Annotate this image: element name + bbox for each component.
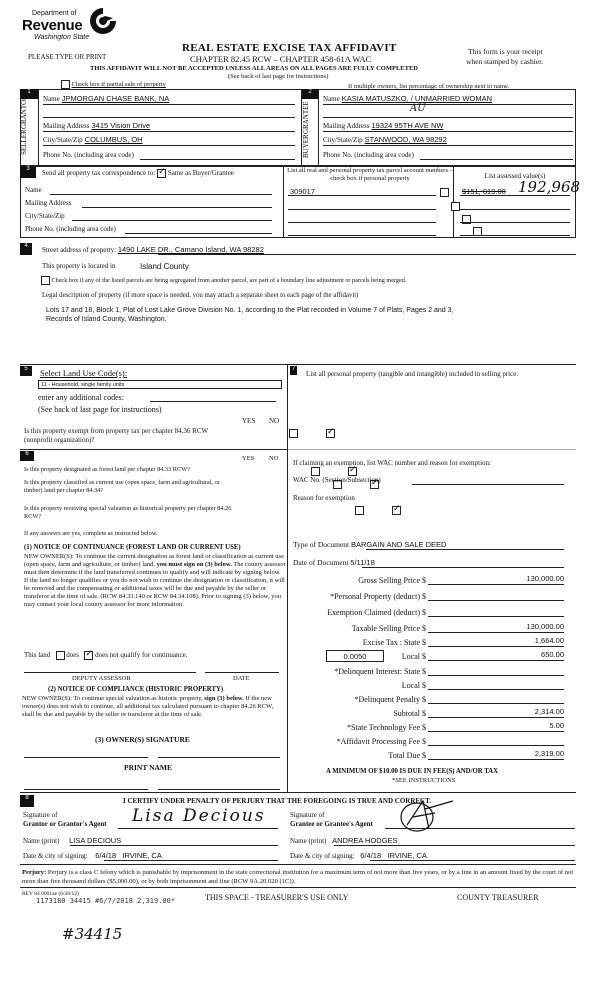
- buyer-name-line: [323, 104, 573, 105]
- section-8-number: 8: [20, 795, 34, 807]
- form-chapter: CHAPTER 82.45 RCW – CHAPTER 458-61A WAC: [190, 54, 372, 64]
- perjury-bold: Perjury:: [22, 869, 47, 876]
- fee-value[interactable]: 1,664.00: [428, 636, 564, 647]
- forest-land-yes-checkbox[interactable]: [311, 467, 320, 476]
- corr-city-line[interactable]: [72, 220, 272, 221]
- section-2-divider: [318, 89, 319, 166]
- doc-type-value[interactable]: BARGAIN AND SALE DEED: [351, 540, 447, 549]
- buyer-label: BUYER: [302, 134, 310, 158]
- seller-phone-label: Phone No. (including area code): [43, 151, 134, 159]
- multiple-owners-note: If multiple owners, list percentage of ownership next to name.: [348, 83, 510, 90]
- buyer-phone-label: Phone No. (including area code): [323, 151, 414, 159]
- legal-description-label: Legal description of property (if more space is needed, you may attach a separate sheet to each page of the affidavit): [42, 292, 359, 299]
- fee-label: *Delinquent Interest: State: [334, 667, 420, 676]
- fee-value[interactable]: [428, 590, 564, 601]
- fee-value[interactable]: 5.00: [428, 721, 564, 732]
- grantor-date-label: Date & city of signing:: [23, 852, 88, 860]
- print-name-line-2[interactable]: [158, 789, 280, 790]
- fee-label: Taxable Selling Price: [351, 624, 420, 633]
- grantee-label: GRANTEE: [302, 101, 310, 135]
- fee-row: [290, 606, 570, 620]
- exemption-reason-label: Reason for exemption: [293, 494, 355, 502]
- notice-compliance-bold: sign (3) below.: [204, 695, 244, 702]
- corr-name-label: Name: [25, 186, 42, 194]
- receipt-note-1: This form is your receipt: [468, 47, 543, 56]
- minimum-note: A MINIMUM OF $10.00 IS DUE IN FEE(S) AND/OR TAX: [326, 768, 499, 775]
- grantor-sig-line: [118, 828, 278, 829]
- assessed-1-line: [460, 195, 570, 196]
- currency-sign: $: [422, 667, 426, 676]
- currency-sign: $: [422, 576, 426, 585]
- exemption-label: If claiming an exemption, list WAC number and reason for exemption:: [293, 459, 491, 467]
- fee-value[interactable]: [428, 735, 564, 746]
- grantee-name-row: [290, 836, 398, 845]
- land-use-see-back: (See back of last page for instructions): [38, 405, 162, 414]
- located-label: This property is located in: [42, 262, 116, 270]
- agency-line1: Department of: [32, 10, 77, 17]
- if-yes-note: If any answers are yes, complete as instructed below.: [24, 530, 158, 537]
- seller-address-label: Mailing Address: [43, 122, 90, 130]
- receipt-note-2: when stamped by cashier.: [466, 57, 544, 66]
- same-as-buyer-label: Same as Buyer/Grantee: [167, 169, 234, 178]
- does-label: does: [66, 651, 80, 660]
- doc-type-row: [293, 540, 446, 549]
- seller-city-row: [43, 135, 295, 144]
- legal-description-value[interactable]: Lots 17 and 18, Block 1, Plat of Lost Lake Grove Division No. 1, according to the Plat recorded in Volume 7 of Plats, Pages 2 and 3, Records of Island County, Washington.: [46, 307, 454, 323]
- seller-grantor-label: [20, 95, 38, 155]
- buyer-address-value[interactable]: 19324 95TH AVE NW: [371, 121, 444, 130]
- parcel-divider: [283, 166, 284, 238]
- currency-sign: $: [422, 681, 426, 690]
- segregated-checkbox[interactable]: [41, 276, 50, 285]
- fee-label: Excise Tax : State: [362, 638, 420, 647]
- grantor-sig-label-2: Grantor or Grantor's Agent: [23, 820, 107, 828]
- additional-codes-row: [38, 393, 124, 402]
- fee-label: *Affidavit Processing Fee: [336, 737, 420, 746]
- notice-compliance-text-a: NEW OWNER(S): To continue special valuation as historic property,: [22, 695, 203, 702]
- seller-city-line: [43, 145, 295, 146]
- buyer-name-value[interactable]: KASIA MATUSZKO, / UNMARRIED WOMAN: [341, 94, 493, 103]
- seller-address-line: [43, 131, 295, 132]
- perjury-text: Perjury is a class C felony which is punishable by imprisonment in the state correctional institution for a maximum term of not more than five years, or by a fine in an amount fixed by the court of not more than five thousand dollars ($5,000.00), or by both imprisonment and fine (RCW 9A.20.020 (1C)).: [22, 869, 574, 885]
- parcel-1-line: [288, 195, 436, 196]
- section-1-number: 1: [20, 89, 38, 99]
- assessed-4-line[interactable]: [460, 235, 570, 236]
- grantee-date-value[interactable]: 6/4/18 IRVINE, CA: [360, 851, 427, 860]
- grantor-name-line: [70, 845, 278, 846]
- owner-signature-label: (3) OWNER(S) SIGNATURE: [95, 735, 190, 744]
- fee-row: [290, 707, 570, 721]
- fee-value[interactable]: 2,314.00: [428, 707, 564, 718]
- fee-row: [290, 665, 570, 679]
- section-5-top-border: [20, 364, 576, 365]
- fee-value[interactable]: 650.00: [428, 650, 564, 661]
- parcel-header: List all real and personal property tax parcel account numbers – check box if personal property: [287, 167, 453, 182]
- agency-state: Washington State: [34, 34, 90, 41]
- notice-continuance-text-a: NEW OWNER(S): To continue the current designation as forest land or classification as current use (open space, farm and agriculture, or timber) land,: [24, 553, 284, 568]
- currency-sign: $: [422, 723, 426, 732]
- buyer-phone-line: [420, 159, 573, 160]
- fee-row: [290, 650, 570, 664]
- seller-label: SELLER: [20, 129, 28, 155]
- certify-statement: I CERTIFY UNDER PENALTY OF PERJURY THAT THE FOREGOING IS TRUE AND CORRECT.: [123, 797, 432, 805]
- land-use-select[interactable]: 11 - Household, single family units: [38, 380, 282, 389]
- buyer-city-line: [323, 145, 573, 146]
- s5-no-header: NO: [269, 417, 280, 425]
- buyer-address-label: Mailing Address: [323, 122, 370, 130]
- fee-row: [290, 590, 570, 604]
- doc-date-value[interactable]: 5/11/18: [350, 558, 375, 567]
- buyer-city-row: [323, 135, 573, 144]
- personal-property-area[interactable]: [306, 392, 570, 442]
- buyer-initials: AU: [410, 103, 426, 114]
- fee-value[interactable]: 130,000.00: [428, 622, 564, 633]
- fee-label: *Personal Property (deduct): [330, 592, 420, 601]
- current-use-question: Is this property classified as current use (open space, farm and agricultural, or timber) land per chapter 84.34?: [24, 479, 220, 494]
- currency-sign: $: [422, 652, 426, 661]
- seller-phone-line: [140, 159, 295, 160]
- dor-logo: [20, 6, 130, 46]
- seller-name-row: [43, 94, 295, 103]
- forest-land-no-checkbox[interactable]: [348, 467, 357, 476]
- treasurer-use-label: THIS SPACE - TREASURER'S USE ONLY: [205, 893, 349, 902]
- form-warning: THIS AFFIDAVIT WILL NOT BE ACCEPTED UNLESS ALL AREAS ON ALL PAGES ARE FULLY COMPLETED: [90, 65, 418, 72]
- parcel-1-personal-checkbox[interactable]: [440, 188, 449, 197]
- owner-signature-line-1[interactable]: [24, 757, 148, 758]
- same-as-buyer-checkbox[interactable]: [157, 169, 166, 178]
- buyer-phone-row[interactable]: [323, 150, 573, 159]
- fee-row: [290, 721, 570, 735]
- fee-row: [290, 693, 570, 707]
- section-8-top-border: [20, 792, 576, 793]
- fee-row: [290, 622, 570, 636]
- street-address-label: Street address of property:: [42, 246, 117, 254]
- buyer-name-row: [323, 94, 573, 103]
- fee-label: Local: [401, 681, 420, 690]
- does-not-qualify-checkbox[interactable]: [84, 651, 93, 660]
- fee-value[interactable]: [428, 679, 564, 690]
- street-address-line: [158, 254, 576, 255]
- grantor-label: GRANTOR: [20, 95, 28, 130]
- seller-name-value[interactable]: JPMORGAN CHASE BANK, NA: [61, 94, 170, 103]
- fee-label: Exemption Claimed (deduct): [327, 608, 420, 617]
- please-type: PLEASE TYPE OR PRINT: [28, 53, 107, 61]
- partial-sale-label: Check box if partial sale of property: [71, 80, 166, 88]
- grantor-sig-label-1: Signature of: [23, 811, 58, 819]
- forest-land-question: Is this property designated as forest land per chapter 84.33 RCW?: [24, 466, 190, 473]
- assessor-date-label: DATE: [233, 675, 250, 682]
- notice-continuance-bold: you must sign on (3) below.: [156, 561, 232, 568]
- buyer-city-value[interactable]: STANWOOD, WA 98292: [364, 135, 447, 144]
- doc-date-label: Date of Document: [293, 558, 349, 567]
- fee-row-total: [290, 749, 570, 763]
- fee-value[interactable]: 130,000.00: [428, 574, 564, 585]
- assessor-date-line[interactable]: [205, 672, 279, 673]
- fee-row: [290, 735, 570, 749]
- currency-sign: $: [422, 737, 426, 746]
- continuance-row: [24, 651, 187, 660]
- grantee-sig-line: [385, 828, 575, 829]
- assessed-3-line[interactable]: [460, 222, 570, 223]
- deputy-assessor-label: DEPUTY ASSESSOR: [72, 675, 131, 682]
- county-treasurer-label: COUNTY TREASURER: [457, 893, 539, 902]
- street-address-value[interactable]: 1490 LAKE DR., Camano Island, WA 98282: [117, 245, 264, 254]
- corr-name-line[interactable]: [50, 194, 272, 195]
- parcel-2-line[interactable]: [288, 209, 436, 210]
- fee-label: *State Technology Fee: [346, 723, 420, 732]
- seller-city-value[interactable]: COLUMBUS, OH: [84, 135, 143, 144]
- corr-address-line[interactable]: [82, 207, 272, 208]
- corr-address-label: Mailing Address: [25, 199, 72, 207]
- fee-row: [290, 574, 570, 588]
- corr-phone-line[interactable]: [125, 233, 272, 234]
- print-name-label: PRINT NAME: [124, 763, 172, 772]
- seller-address-value[interactable]: 3415 Vision Drive: [91, 121, 151, 130]
- assessed-header: List assessed value(s): [484, 172, 546, 180]
- fee-label: Local: [401, 652, 420, 661]
- does-not-label: does not qualify for continuance.: [95, 651, 188, 660]
- rev-code: REV 84 0001ae (6/28/12): [22, 891, 79, 897]
- assessed-struck-value: $151, 019.00: [462, 187, 506, 196]
- notice-continuance-text: [24, 553, 286, 609]
- exempt-question: Is this property exempt from property tax per chapter 84.36 RCW (nonprofit organization)?: [24, 427, 208, 444]
- buyer-name-line-2: [323, 117, 573, 118]
- buyer-grantee-label: [302, 101, 318, 158]
- currency-sign: $: [422, 751, 426, 760]
- fee-label: Total Due: [388, 751, 420, 760]
- currency-sign: $: [422, 608, 426, 617]
- seller-phone-row[interactable]: [43, 150, 295, 159]
- buyer-address-line: [323, 131, 573, 132]
- notice-continuance-title: (1) NOTICE OF CONTINUANCE (FOREST LAND OR CURRENT USE): [24, 544, 241, 551]
- fee-row: [290, 679, 570, 693]
- doc-type-label: Type of Document: [293, 540, 350, 549]
- corr-phone-label: Phone No. (including area code): [25, 225, 116, 233]
- deputy-assessor-line[interactable]: [24, 672, 196, 673]
- this-land-label: This land: [24, 651, 51, 660]
- parcel-4-line[interactable]: [288, 235, 436, 236]
- currency-sign: $: [422, 695, 426, 704]
- buyer-address-row: [323, 121, 573, 130]
- grantee-name-line: [334, 845, 575, 846]
- exempt-yes-checkbox[interactable]: [289, 429, 298, 438]
- owner-signature-line-2[interactable]: [158, 757, 280, 758]
- doc-date-line: [362, 567, 564, 568]
- seller-address-row: [43, 121, 295, 130]
- additional-codes-line[interactable]: [150, 401, 276, 402]
- section-6-number: 6: [20, 451, 34, 461]
- grantor-name-label: Name (print): [23, 837, 60, 845]
- fee-label: Gross Selling Price: [358, 576, 420, 585]
- fee-label: Subtotal: [393, 709, 420, 718]
- s5-yes-header: YES: [242, 417, 256, 425]
- agency-name: Revenue: [22, 17, 83, 34]
- partial-sale-row: [61, 80, 166, 89]
- print-name-line-1[interactable]: [24, 789, 148, 790]
- fee-value[interactable]: [428, 665, 564, 676]
- parcel-2-personal-checkbox[interactable]: [451, 202, 460, 211]
- fee-label: *Delinquent Penalty: [354, 695, 420, 704]
- section-5-number: 5: [20, 366, 32, 376]
- parcel-1-value[interactable]: 309017: [290, 187, 316, 196]
- grantor-date-row: [23, 851, 162, 860]
- currency-sign: $: [422, 592, 426, 601]
- s6-yes-header: YES: [242, 455, 255, 462]
- section-7-number: 7: [290, 366, 297, 375]
- parcel-3-line[interactable]: [288, 222, 436, 223]
- corr-city-label: City/State/Zip: [25, 212, 65, 220]
- notice-compliance-text-b: If the new owner(s) does not wish to continue, all additional tax calculated pursuant to chapter 84.26 RCW, shall be due and payable by the seller or transferor at the time of sale.: [22, 695, 274, 718]
- grantee-sig-label-1: Signature of: [290, 811, 325, 819]
- handwritten-number: #34415: [62, 925, 123, 943]
- receipt-stamp: 1173180 34415 #6/7/2018 2,319.00*: [36, 897, 176, 905]
- currency-sign: $: [422, 624, 426, 633]
- form-title: REAL ESTATE EXCISE TAX AFFIDAVIT: [182, 42, 397, 54]
- total-due-value[interactable]: 2,319.00: [428, 749, 564, 760]
- send-correspondence-label: Send all property tax correspondence to:: [42, 169, 156, 178]
- currency-sign: $: [422, 709, 426, 718]
- buyer-city-label: City/State/Zip: [323, 136, 363, 144]
- grantee-date-label: Date & city of signing:: [290, 852, 355, 860]
- assessed-handwritten-value: 192,968: [518, 178, 581, 196]
- personal-property-label: List all personal property (tangible and intangible) included in selling price.: [306, 370, 519, 378]
- grantee-name-value[interactable]: ANDREA HODGES: [332, 836, 398, 845]
- see-back: (See back of last page for instructions): [228, 73, 329, 80]
- section-6-top-border: [20, 449, 288, 450]
- perjury-notice: [22, 868, 578, 886]
- grantee-date-row: [290, 851, 427, 860]
- grantor-name-value[interactable]: LISA DECIOUS: [69, 836, 122, 845]
- fee-row: [290, 636, 570, 650]
- center-divider: [287, 364, 288, 792]
- notice-compliance-text: [22, 695, 284, 719]
- street-address-row: [42, 245, 264, 254]
- land-use-label: Select Land Use Code(s):: [40, 368, 128, 378]
- fee-value[interactable]: [428, 606, 564, 617]
- grantor-date-line: [104, 860, 278, 861]
- dor-swirl-icon: [88, 6, 118, 36]
- grantee-date-line: [370, 860, 575, 861]
- section-4-number: 4: [20, 243, 32, 255]
- buyer-name-label: Name: [323, 95, 340, 103]
- notice-continuance-text-b: The county assessor must then determine if the land transferred continues to qualify and will indicate by signing below. If the land no longer qualifies or you do not wish to continue the designation or classification, it will be removed and the compensating or additional taxes will be due and payable by the seller or transferor at the time of sale. (RCW 84.33.140 or RCW 84.34.108). Prior to signing (3) below, you may contact your local county assessor for more information.: [24, 561, 286, 608]
- seller-name-line-2: [43, 117, 295, 118]
- section-1-divider: [38, 89, 39, 166]
- section-3-number: 3: [20, 166, 36, 178]
- seller-name-line: [43, 104, 295, 105]
- segregated-row: [41, 276, 406, 285]
- grantor-name-row: [23, 836, 121, 845]
- additional-codes-label: enter any additional codes:: [38, 393, 124, 402]
- send-correspondence-row: [42, 169, 234, 178]
- section-8-bottom-border: [20, 864, 576, 865]
- assessed-2-line[interactable]: [460, 209, 570, 210]
- grantee-sig-label-2: Grantee or Grantee's Agent: [290, 820, 373, 828]
- county-value[interactable]: Island County: [140, 262, 189, 271]
- footer-divider: [20, 887, 576, 888]
- does-qualify-checkbox[interactable]: [56, 651, 65, 660]
- seller-name-label: Name: [43, 95, 60, 103]
- seller-city-label: City/State/Zip: [43, 136, 83, 144]
- grantee-signature-scribble[interactable]: [395, 795, 455, 835]
- s6-no-header: NO: [269, 455, 279, 462]
- see-instructions: *SEE INSTRUCTIONS: [392, 777, 456, 784]
- exemption-reason-area[interactable]: [293, 505, 568, 535]
- section-2-number: 2: [302, 89, 318, 99]
- fee-value[interactable]: [428, 693, 564, 704]
- wac-label: WAC No. (Section/Subsection): [293, 476, 381, 484]
- historical-question: Is this property receiving special valuation as historical property per chapter 84.26 RCW?: [24, 505, 232, 520]
- local-rate-box[interactable]: 0.0050: [326, 650, 384, 662]
- notice-compliance-title: (2) NOTICE OF COMPLIANCE (HISTORIC PROPERTY): [48, 686, 224, 693]
- grantor-signature[interactable]: Lisa Decious: [132, 806, 266, 826]
- partial-sale-checkbox[interactable]: [61, 80, 70, 89]
- doc-type-line: [366, 549, 564, 550]
- doc-date-row: [293, 558, 375, 567]
- section-7-mid-border: [288, 449, 576, 450]
- wac-line[interactable]: [412, 484, 564, 485]
- grantor-date-value[interactable]: 6/4/18 IRVINE, CA: [95, 851, 162, 860]
- section-2-divider-left: [301, 89, 302, 166]
- grantee-name-label: Name (print): [290, 837, 327, 845]
- currency-sign: $: [422, 638, 426, 647]
- segregated-label: Check box if any of the listed parcels are being segregated from another parcel, are part of a boundary line adjustment or parcels being merged.: [51, 276, 407, 284]
